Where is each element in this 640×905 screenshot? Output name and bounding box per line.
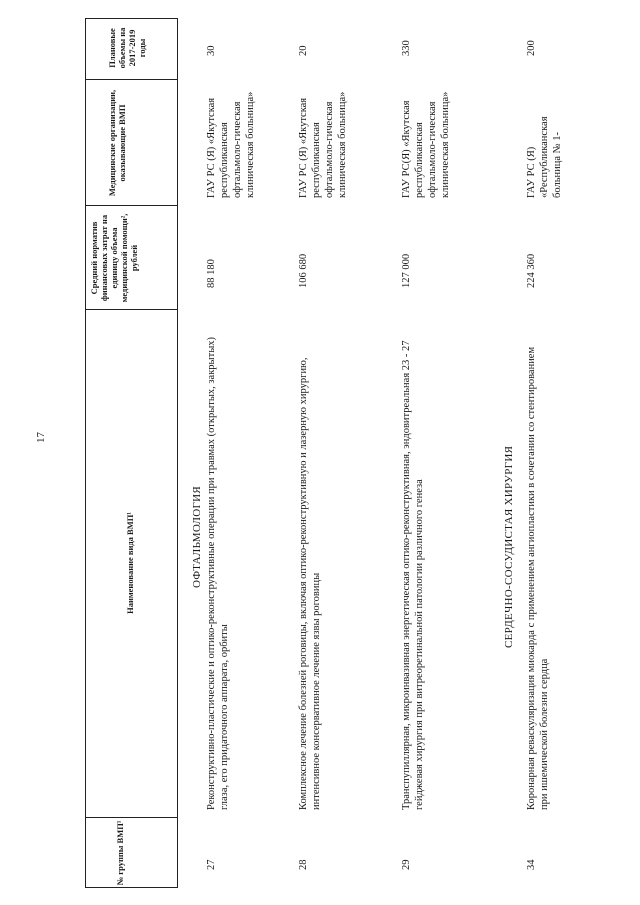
row-org: ГАУ РС(Я) «Якутская республиканская офтальмоло-гическая клиническая больница» <box>401 91 451 198</box>
header-divider <box>177 18 178 888</box>
header-group: № группы ВМП¹ <box>115 820 125 886</box>
row-volume: 200 <box>526 40 537 56</box>
row-group: 34 <box>526 859 537 870</box>
header-volume: Плановые объемы на 2017-2019 годы <box>107 27 147 69</box>
col-divider <box>85 887 177 888</box>
col-divider <box>85 79 177 80</box>
row-org: ГАУ РС (Я) «Республиканская больница № 1- <box>526 116 563 198</box>
row-cost: 127 000 <box>401 253 412 288</box>
row-group: 29 <box>401 859 412 870</box>
row-name: Реконструктивно-пластические и оптико-реконструктивные операции при травмах (открытых, закрытых) глаза, его придаточного аппарата, орбиты <box>206 337 230 810</box>
page-number: 17 <box>35 432 47 443</box>
row-group: 27 <box>206 859 217 870</box>
col-divider <box>85 18 177 19</box>
row-volume: 20 <box>298 45 309 56</box>
section-title: СЕРДЕЧНО-СОСУДИСТАЯ ХИРУРГИЯ <box>503 445 515 648</box>
row-group: 28 <box>298 859 309 870</box>
row-name: Комплексное лечение болезней роговицы, включая оптико-реконструктивную и лазерную хирургию, интенсивное консервативное лечение язвы роговицы <box>298 357 322 810</box>
row-volume: 330 <box>401 40 412 56</box>
header-name: Наименование вида ВМП¹ <box>125 512 135 614</box>
row-cost: 106 680 <box>298 253 309 288</box>
row-name: Коронарная реваскуляризация миокарда с применением ангиопластики в сочетании со стентированием при ишемической болезни сердца <box>526 346 550 810</box>
header-cost: Средний норматив финансовых затрат на единицу объема медицинской помощи², рублей <box>89 213 139 303</box>
header-org: Медицинские организации, оказывающие ВМП <box>107 89 127 197</box>
table-border-top <box>85 18 86 888</box>
row-name: Транспупиллярная, микроинвазивная энергетическая оптико-реконструктивная, эндовитреальная 23 - 27 гейджевая хирургия при витреоретинальной патологии различного генеза <box>401 340 425 810</box>
row-cost: 224 360 <box>526 253 537 288</box>
row-cost: 88 180 <box>206 259 217 288</box>
row-volume: 30 <box>206 45 217 56</box>
col-divider <box>85 309 177 310</box>
row-org: ГАУ РС (Я) «Якутская республиканская офтальмоло-гическая клиническая больница» <box>206 91 256 198</box>
section-title: ОФТАЛЬМОЛОГИЯ <box>191 485 203 588</box>
col-divider <box>85 205 177 206</box>
rotated-table <box>85 18 605 888</box>
row-org: ГАУ РС (Я) «Якутская республиканская офтальмоло-гическая клиническая больница» <box>298 91 348 198</box>
col-divider <box>85 817 177 818</box>
